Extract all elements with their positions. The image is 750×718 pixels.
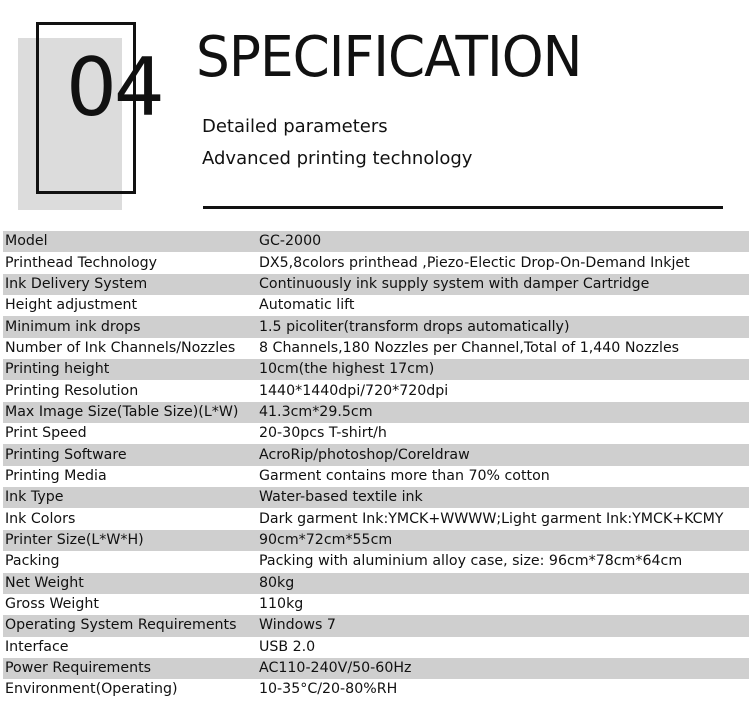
- subtitle-parameters: Detailed parameters: [202, 116, 388, 137]
- spec-value: Packing with aluminium alloy case, size: 96cm*78cm*64cm: [257, 551, 749, 572]
- table-row: [3, 231, 749, 252]
- spec-label: Ink Delivery System: [3, 274, 257, 295]
- spec-value: 1.5 picoliter(transform drops automatically): [257, 316, 749, 337]
- spec-value: Automatic lift: [257, 295, 749, 316]
- spec-value: Dark garment Ink:YMCK+WWWW;Light garment Ink:YMCK+KCMY: [257, 508, 749, 529]
- table-row: [3, 444, 749, 465]
- table-row: [3, 487, 749, 508]
- spec-value: AcroRip/photoshop/Coreldraw: [257, 444, 749, 465]
- spec-value: 1440*1440dpi/720*720dpi: [257, 380, 749, 401]
- spec-value: Garment contains more than 70% cotton: [257, 466, 749, 487]
- subtitle-technology: Advanced printing technology: [202, 148, 473, 169]
- spec-label: Environment(Operating): [3, 679, 257, 700]
- table-row: [3, 594, 749, 615]
- table-row: [3, 530, 749, 551]
- spec-value: 110kg: [257, 594, 749, 615]
- spec-label: Gross Weight: [3, 594, 257, 615]
- spec-value: Continuously ink supply system with damper Cartridge: [257, 274, 749, 295]
- spec-value: Windows 7: [257, 615, 749, 636]
- spec-label: Printhead Technology: [3, 252, 257, 273]
- spec-label: Model: [3, 231, 257, 252]
- header-divider: [203, 206, 723, 209]
- spec-label: Print Speed: [3, 423, 257, 444]
- spec-label: Interface: [3, 637, 257, 658]
- table-row: [3, 615, 749, 636]
- table-row: [3, 316, 749, 337]
- spec-label: Ink Type: [3, 487, 257, 508]
- table-row: [3, 380, 749, 401]
- spec-label: Packing: [3, 551, 257, 572]
- spec-value: 8 Channels,180 Nozzles per Channel,Total of 1,440 Nozzles: [257, 338, 749, 359]
- table-row: [3, 658, 749, 679]
- spec-label: Printing Software: [3, 444, 257, 465]
- spec-value: 80kg: [257, 573, 749, 594]
- spec-header: [0, 0, 750, 228]
- spec-label: Power Requirements: [3, 658, 257, 679]
- table-row: [3, 274, 749, 295]
- spec-label: Number of Ink Channels/Nozzles: [3, 338, 257, 359]
- table-row: [3, 466, 749, 487]
- spec-label: Height adjustment: [3, 295, 257, 316]
- section-number: 04: [66, 41, 162, 134]
- table-row: [3, 551, 749, 572]
- spec-value: DX5,8colors printhead ,Piezo-Electic Drop-On-Demand Inkjet: [257, 252, 749, 273]
- table-row: [3, 508, 749, 529]
- table-row: [3, 338, 749, 359]
- table-row: [3, 402, 749, 423]
- spec-label: Max Image Size(Table Size)(L*W): [3, 402, 257, 423]
- spec-label: Minimum ink drops: [3, 316, 257, 337]
- spec-label: Printing height: [3, 359, 257, 380]
- table-row: [3, 637, 749, 658]
- spec-value: 10cm(the highest 17cm): [257, 359, 749, 380]
- spec-label: Net Weight: [3, 573, 257, 594]
- table-row: [3, 252, 749, 273]
- spec-value: Water-based textile ink: [257, 487, 749, 508]
- spec-value: GC-2000: [257, 231, 749, 252]
- spec-label: Ink Colors: [3, 508, 257, 529]
- spec-value: 90cm*72cm*55cm: [257, 530, 749, 551]
- table-row: [3, 295, 749, 316]
- spec-value: 10-35°C/20-80%RH: [257, 679, 749, 700]
- spec-label: Printing Resolution: [3, 380, 257, 401]
- specification-table-body: [3, 231, 749, 701]
- table-row: [3, 423, 749, 444]
- spec-value: AC110-240V/50-60Hz: [257, 658, 749, 679]
- page-title: SPECIFICATION: [196, 25, 582, 90]
- spec-value: USB 2.0: [257, 637, 749, 658]
- spec-value: 41.3cm*29.5cm: [257, 402, 749, 423]
- table-row: [3, 573, 749, 594]
- table-row: [3, 679, 749, 700]
- spec-label: Printer Size(L*W*H): [3, 530, 257, 551]
- spec-value: 20-30pcs T-shirt/h: [257, 423, 749, 444]
- specification-table: [3, 231, 749, 701]
- spec-label: Operating System Requirements: [3, 615, 257, 636]
- table-row: [3, 359, 749, 380]
- spec-label: Printing Media: [3, 466, 257, 487]
